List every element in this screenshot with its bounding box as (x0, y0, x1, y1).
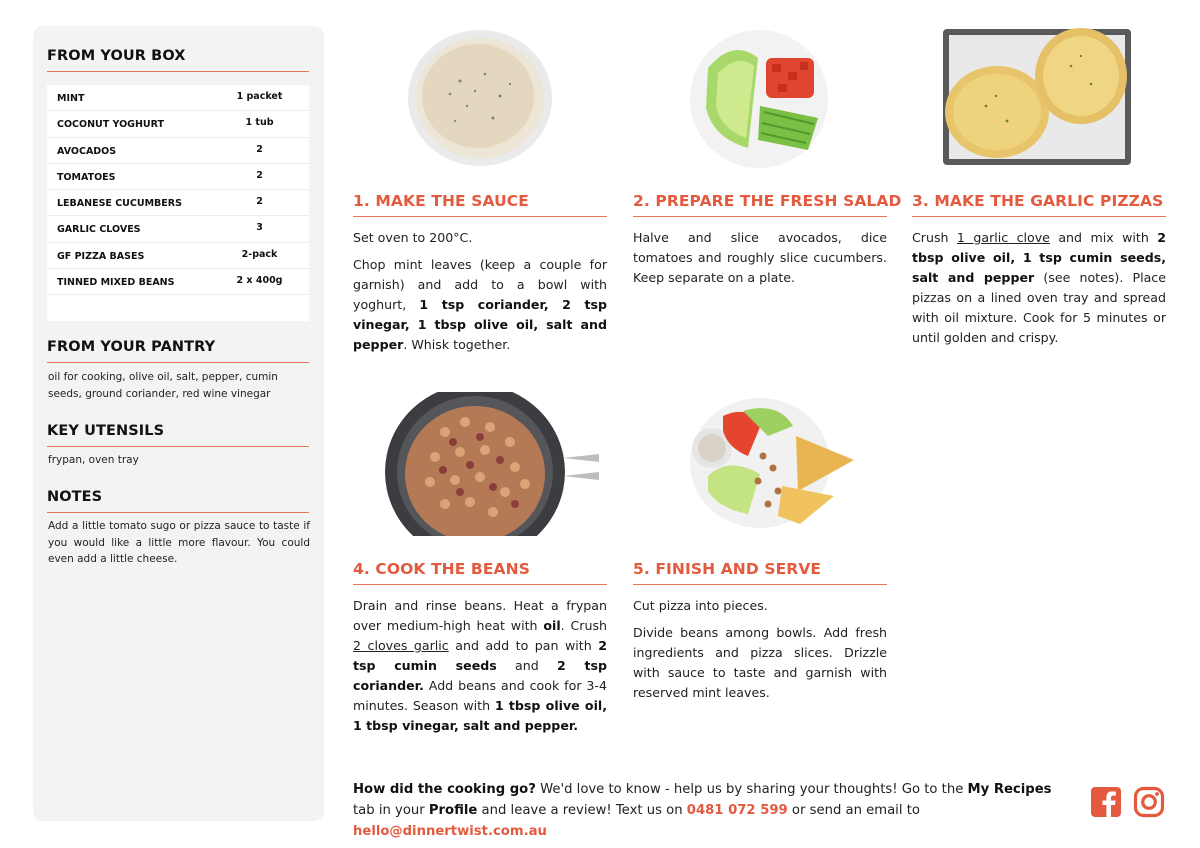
footer-text: tab in your (353, 803, 429, 818)
step-text-bold: 1 tbsp olive oil, 1 tbsp vinegar, salt and pepper. (353, 698, 607, 733)
step-text: . Crush (560, 618, 607, 633)
my-recipes-link[interactable]: My Recipes (967, 782, 1052, 797)
sauce-bowl-image (405, 26, 555, 166)
ingredient-qty: 1 tub (245, 117, 274, 129)
step-1-para (353, 255, 607, 355)
step-text: and (496, 658, 558, 673)
garlic-pizzas-image (941, 26, 1133, 168)
ingredient-qty: 2 (256, 169, 263, 181)
step-text-underlined: 1 garlic clove (956, 230, 1050, 245)
table-row (47, 190, 309, 216)
ingredient-name: COCONUT YOGHURT (57, 119, 164, 131)
ingredient-qty: 3 (256, 222, 263, 234)
table-row (47, 164, 309, 190)
facebook-icon[interactable] (1090, 786, 1122, 818)
footer-text: or send an email to (787, 803, 920, 818)
step-4-para (353, 596, 607, 736)
notes-text: Add a little tomato sugo or pizza sauce to taste if you would like a little more flavour. You could even add a little cheese. (48, 520, 310, 565)
step-3-para (912, 228, 1166, 348)
utensils-title: KEY UTENSILS (47, 423, 165, 439)
table-row (47, 243, 309, 269)
profile-link[interactable]: Profile (428, 803, 478, 818)
step-2-para: Halve and slice avocados, dice tomatoes and roughly slice cucumbers. Keep separate on a plate. (633, 230, 887, 285)
ingredient-name: LEBANESE CUCUMBERS (57, 198, 182, 210)
step-text: Crush (912, 230, 957, 245)
pantry-title: FROM YOUR PANTRY (47, 339, 216, 355)
step-2-body (633, 228, 887, 295)
step-text: Chop mint leaves (keep a couple for garnish) and add to a bowl with yoghurt, (353, 257, 607, 312)
ingredient-name: MINT (57, 93, 85, 104)
ingredient-name: GF PIZZA BASES (57, 250, 145, 262)
utensils-text: frypan, oven tray (48, 454, 139, 466)
ingredient-name: TOMATOES (57, 171, 116, 183)
ingredient-qty: 2 (256, 143, 263, 155)
step-5-para: Cut pizza into pieces. (633, 598, 768, 613)
box-title: FROM YOUR BOX (47, 48, 186, 64)
box-ingredients-table (47, 85, 309, 321)
ingredient-name: TINNED MIXED BEANS (57, 277, 175, 289)
phone-link[interactable]: 0481 072 599 (686, 803, 788, 818)
feedback-footer (353, 779, 1073, 842)
pantry-title-rule (47, 362, 309, 363)
step-3-title: 3. MAKE THE GARLIC PIZZAS (912, 192, 1164, 210)
step-text: . Whisk together. (403, 337, 511, 352)
step-1-body (353, 228, 607, 362)
footer-text: and leave a review! Text us on (477, 803, 687, 818)
step-text-bold: 2 tsp coriander. (353, 658, 607, 693)
serving-plate-image (688, 396, 856, 530)
table-row (47, 269, 309, 295)
box-title-rule (47, 71, 309, 72)
step-text: Add beans and cook for 3-4 minutes. Season with (353, 678, 607, 713)
step-text-bold: 1 tsp coriander, 2 tsp vinegar, 1 tbsp olive oil, salt and pepper (353, 297, 607, 352)
table-row (47, 85, 309, 111)
table-row (47, 216, 309, 242)
utensils-title-rule (47, 446, 309, 447)
step-text-underlined: 2 cloves garlic (353, 638, 449, 653)
step-5-para: Divide beans among bowls. Add fresh ingredients and pizza slices. Drizzle with sauce to taste and garnish with reserved mint leaves. (633, 625, 887, 700)
step-2-rule (633, 216, 887, 217)
step-2-title: 2. PREPARE THE FRESH SALAD (633, 192, 902, 210)
step-text: and add to pan with (448, 638, 599, 653)
step-text-bold: 2 tsp cumin seeds (353, 638, 607, 673)
ingredient-name: AVOCADOS (57, 145, 117, 157)
step-1-title: 1. MAKE THE SAUCE (353, 192, 529, 210)
ingredient-qty: 2 (256, 196, 263, 208)
step-3-rule (912, 216, 1166, 217)
footer-text: We'd love to know - help us by sharing your thoughts! Go to the (535, 782, 968, 797)
notes-title: NOTES (47, 489, 103, 505)
sidebar (33, 26, 324, 821)
step-4-body (353, 596, 607, 743)
step-text-bold: 2 tbsp olive oil, 1 tsp cumin seeds, salt and pepper (912, 230, 1166, 285)
ingredient-qty: 1 packet (236, 91, 283, 102)
step-1-para: Set oven to 200°C. (353, 230, 473, 245)
step-4-rule (353, 584, 607, 585)
step-text-bold: oil (543, 618, 561, 633)
step-text: (see notes). Place pizzas on a lined oven tray and spread with oil mixture. Cook for 5 minutes or until golden and crispy. (912, 270, 1166, 345)
step-4-title: 4. COOK THE BEANS (353, 560, 530, 578)
ingredient-name: GARLIC CLOVES (57, 224, 141, 236)
step-text: Drain and rinse beans. Heat a frypan over medium-high heat with (353, 598, 607, 633)
ingredient-qty: 2 x 400g (236, 275, 283, 287)
email-link[interactable]: hello@dinnertwist.com.au (353, 824, 547, 839)
step-5-title: 5. FINISH AND SERVE (633, 560, 822, 578)
beans-pan-image (385, 392, 605, 536)
ingredient-qty: 2-pack (241, 248, 278, 260)
notes-title-rule (47, 512, 309, 513)
step-5-rule (633, 584, 887, 585)
table-row (47, 111, 309, 137)
step-5-body (633, 596, 887, 710)
step-text: and mix with (1049, 230, 1158, 245)
salad-plate-image (688, 28, 830, 170)
table-row (47, 138, 309, 164)
step-3-body (912, 228, 1166, 355)
pantry-text: oil for cooking, olive oil, salt, pepper, cumin seeds, ground coriander, red wine vinegar (48, 371, 278, 400)
footer-question: How did the cooking go? (353, 782, 536, 797)
step-1-rule (353, 216, 607, 217)
instagram-icon[interactable] (1133, 786, 1165, 818)
